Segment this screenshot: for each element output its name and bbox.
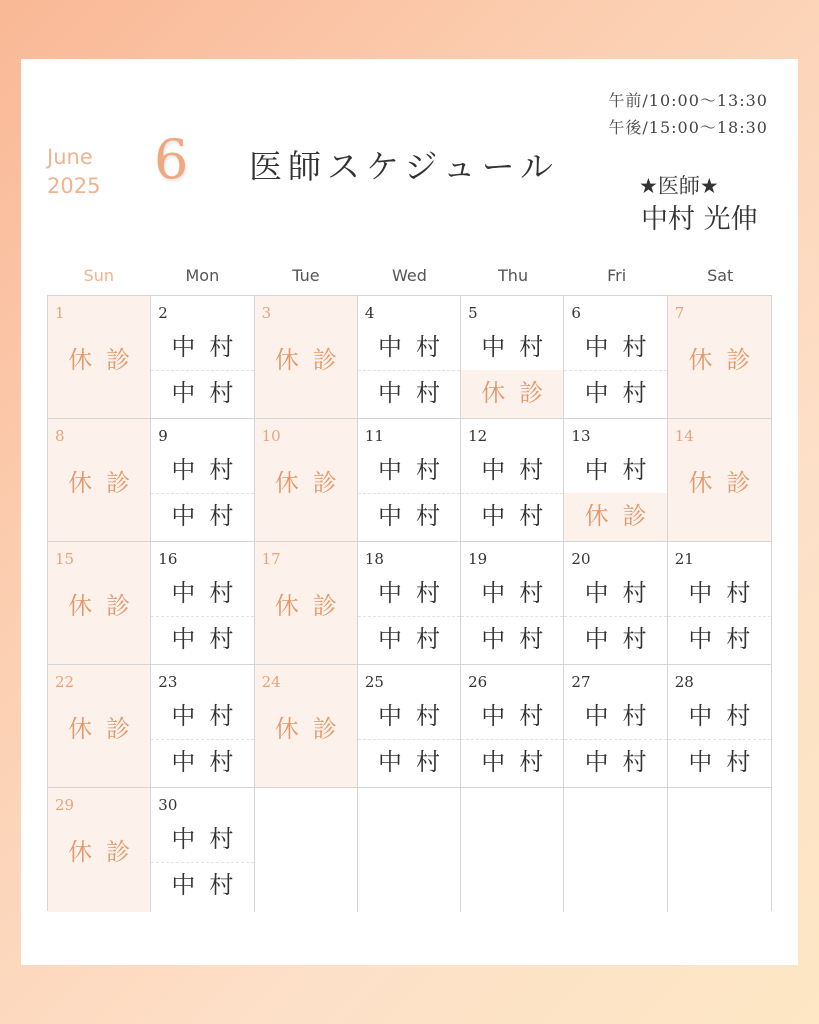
afternoon-doctor: 中村: [584, 748, 661, 776]
calendar-day-23: [151, 665, 254, 788]
closed-label: 休診: [274, 592, 351, 620]
calendar-cell-empty: [461, 788, 564, 912]
afternoon-doctor: 中村: [377, 625, 454, 653]
weekday-header: [47, 263, 772, 289]
morning-doctor: 中村: [171, 456, 248, 484]
afternoon-doctor: 中村: [481, 502, 558, 530]
calendar-day-13: [564, 419, 667, 542]
closed-label: 休診: [274, 346, 351, 374]
afternoon-slot: [151, 370, 253, 418]
morning-doctor: 中村: [481, 333, 558, 361]
afternoon-slot: [151, 616, 253, 664]
closed-label: 休診: [68, 838, 145, 866]
morning-doctor: 中村: [377, 702, 454, 730]
day-number: 27: [571, 673, 591, 691]
calendar-day-28: [668, 665, 771, 788]
calendar-grid: [47, 295, 772, 911]
day-number: 17: [261, 550, 281, 568]
day-number: 3: [261, 304, 272, 322]
morning-slot: [151, 693, 253, 740]
calendar-day-20: [564, 542, 667, 665]
afternoon-slot: [461, 370, 563, 418]
afternoon-doctor: 中村: [171, 748, 248, 776]
calendar-day-1: [48, 296, 151, 419]
day-number: 1: [55, 304, 65, 322]
morning-doctor: 中村: [171, 333, 248, 361]
morning-doctor: 中村: [688, 579, 765, 607]
afternoon-doctor: 中村: [584, 379, 661, 407]
calendar-day-22: [48, 665, 151, 788]
morning-slot: [151, 570, 253, 617]
afternoon-slot: [461, 616, 563, 664]
closed-label: 休診: [68, 715, 145, 743]
calendar-day-5: [461, 296, 564, 419]
calendar-day-11: [358, 419, 461, 542]
morning-slot: [461, 324, 563, 371]
calendar-day-4: [358, 296, 461, 419]
morning-slot: [358, 570, 460, 617]
doctor-name: 中村 光伸: [641, 204, 758, 235]
calendar-day-27: [564, 665, 667, 788]
morning-slot: [461, 570, 563, 617]
afternoon-doctor: 休診: [584, 502, 661, 530]
afternoon-slot: [564, 493, 666, 541]
day-number: 8: [55, 427, 65, 445]
morning-slot: [358, 693, 460, 740]
morning-doctor: 中村: [171, 579, 248, 607]
morning-doctor: 中村: [584, 333, 661, 361]
calendar-day-16: [151, 542, 254, 665]
closed-label: 休診: [68, 346, 145, 374]
calendar-cell-empty: [668, 788, 771, 912]
closed-label: 休診: [68, 592, 145, 620]
day-number: 2: [158, 304, 168, 322]
day-number: 22: [55, 673, 75, 691]
day-number: 9: [158, 427, 168, 445]
day-number: 7: [674, 304, 685, 322]
calendar-day-29: [48, 788, 151, 912]
afternoon-slot: [461, 739, 563, 787]
afternoon-slot: [358, 370, 460, 418]
weekday-fri: Fri: [607, 266, 627, 285]
closed-label: 休診: [274, 469, 351, 497]
afternoon-slot: [151, 862, 253, 912]
afternoon-doctor: 中村: [584, 625, 661, 653]
calendar-day-18: [358, 542, 461, 665]
morning-doctor: 中村: [171, 702, 248, 730]
calendar-day-8: [48, 419, 151, 542]
morning-slot: [358, 324, 460, 371]
afternoon-slot: [151, 739, 253, 787]
calendar-cell-empty: [358, 788, 461, 912]
month-english: [47, 143, 100, 201]
calendar-day-30: [151, 788, 254, 912]
month-name: June: [47, 145, 93, 169]
calendar-day-25: [358, 665, 461, 788]
day-number: 13: [571, 427, 591, 445]
afternoon-doctor: 休診: [481, 379, 558, 407]
morning-doctor: 中村: [481, 456, 558, 484]
clinic-hours: [608, 87, 768, 141]
calendar-day-14: [668, 419, 771, 542]
day-number: 19: [468, 550, 488, 568]
afternoon-doctor: 中村: [171, 502, 248, 530]
day-number: 4: [364, 304, 375, 322]
weekday-wed: Wed: [392, 266, 427, 285]
weekday-thu: Thu: [498, 266, 529, 285]
afternoon-slot: [564, 616, 666, 664]
morning-doctor: 中村: [377, 456, 454, 484]
calendar-day-2: [151, 296, 254, 419]
afternoon-doctor: 中村: [171, 379, 248, 407]
day-number: 29: [55, 796, 75, 814]
calendar-day-7: [668, 296, 771, 419]
calendar-day-12: [461, 419, 564, 542]
calendar-cell-empty: [564, 788, 667, 912]
afternoon-slot: [564, 370, 666, 418]
calendar-day-10: [255, 419, 358, 542]
afternoon-doctor: 中村: [377, 379, 454, 407]
day-number: 15: [55, 550, 75, 568]
day-number: 10: [261, 427, 281, 445]
morning-doctor: 中村: [584, 702, 661, 730]
calendar-day-15: [48, 542, 151, 665]
day-number: 5: [468, 304, 478, 322]
morning-slot: [358, 447, 460, 494]
afternoon-doctor: 中村: [377, 502, 454, 530]
afternoon-doctor: 中村: [481, 748, 558, 776]
calendar-day-24: [255, 665, 358, 788]
day-number: 28: [674, 673, 694, 691]
weekday-tue: Tue: [292, 266, 320, 285]
morning-slot: [564, 447, 666, 494]
day-number: 30: [158, 796, 178, 814]
weekday-sat: Sat: [707, 266, 734, 285]
day-number: 6: [571, 304, 581, 322]
afternoon-hours: 午後/15:00～18:30: [608, 118, 768, 137]
day-number: 14: [674, 427, 694, 445]
morning-slot: [461, 693, 563, 740]
day-number: 12: [468, 427, 488, 445]
closed-label: 休診: [68, 469, 145, 497]
day-number: 20: [571, 550, 591, 568]
afternoon-slot: [668, 739, 771, 787]
closed-label: 休診: [688, 469, 765, 497]
schedule-card: [21, 59, 798, 965]
afternoon-slot: [668, 616, 771, 664]
afternoon-doctor: 中村: [481, 625, 558, 653]
afternoon-slot: [151, 493, 253, 541]
morning-slot: [151, 816, 253, 863]
morning-doctor: 中村: [377, 579, 454, 607]
morning-doctor: 中村: [171, 825, 248, 853]
calendar-day-3: [255, 296, 358, 419]
afternoon-slot: [564, 739, 666, 787]
day-number: 21: [674, 550, 694, 568]
afternoon-slot: [358, 616, 460, 664]
afternoon-slot: [358, 493, 460, 541]
morning-slot: [564, 693, 666, 740]
calendar-day-19: [461, 542, 564, 665]
year: 2025: [47, 174, 101, 198]
day-number: 18: [364, 550, 384, 568]
calendar-day-26: [461, 665, 564, 788]
morning-doctor: 中村: [584, 456, 661, 484]
afternoon-doctor: 中村: [171, 625, 248, 653]
day-number: 25: [364, 673, 384, 691]
morning-slot: [461, 447, 563, 494]
weekday-mon: Mon: [185, 266, 220, 285]
day-number: 16: [158, 550, 178, 568]
morning-slot: [564, 324, 666, 371]
calendar-day-6: [564, 296, 667, 419]
morning-slot: [151, 447, 253, 494]
closed-label: 休診: [274, 715, 351, 743]
afternoon-slot: [461, 493, 563, 541]
afternoon-doctor: 中村: [171, 871, 248, 899]
closed-label: 休診: [688, 346, 765, 374]
morning-slot: [668, 693, 771, 740]
calendar-day-9: [151, 419, 254, 542]
page-title: 医師スケジュール: [249, 147, 560, 186]
morning-doctor: 中村: [481, 579, 558, 607]
day-number: 26: [468, 673, 488, 691]
morning-doctor: 中村: [481, 702, 558, 730]
morning-doctor: 中村: [377, 333, 454, 361]
afternoon-doctor: 中村: [688, 748, 765, 776]
morning-slot: [668, 570, 771, 617]
calendar-cell-empty: [255, 788, 358, 912]
morning-slot: [151, 324, 253, 371]
calendar-day-17: [255, 542, 358, 665]
doctor-label: ★医師★: [639, 174, 719, 198]
morning-slot: [564, 570, 666, 617]
morning-hours: 午前/10:00～13:30: [608, 91, 768, 110]
day-number: 24: [261, 673, 281, 691]
afternoon-doctor: 中村: [377, 748, 454, 776]
calendar-day-21: [668, 542, 771, 665]
weekday-sun: Sun: [83, 266, 114, 285]
afternoon-slot: [358, 739, 460, 787]
month-number: 6: [154, 128, 189, 191]
morning-doctor: 中村: [584, 579, 661, 607]
afternoon-doctor: 中村: [688, 625, 765, 653]
day-number: 23: [158, 673, 178, 691]
morning-doctor: 中村: [688, 702, 765, 730]
day-number: 11: [364, 427, 384, 445]
